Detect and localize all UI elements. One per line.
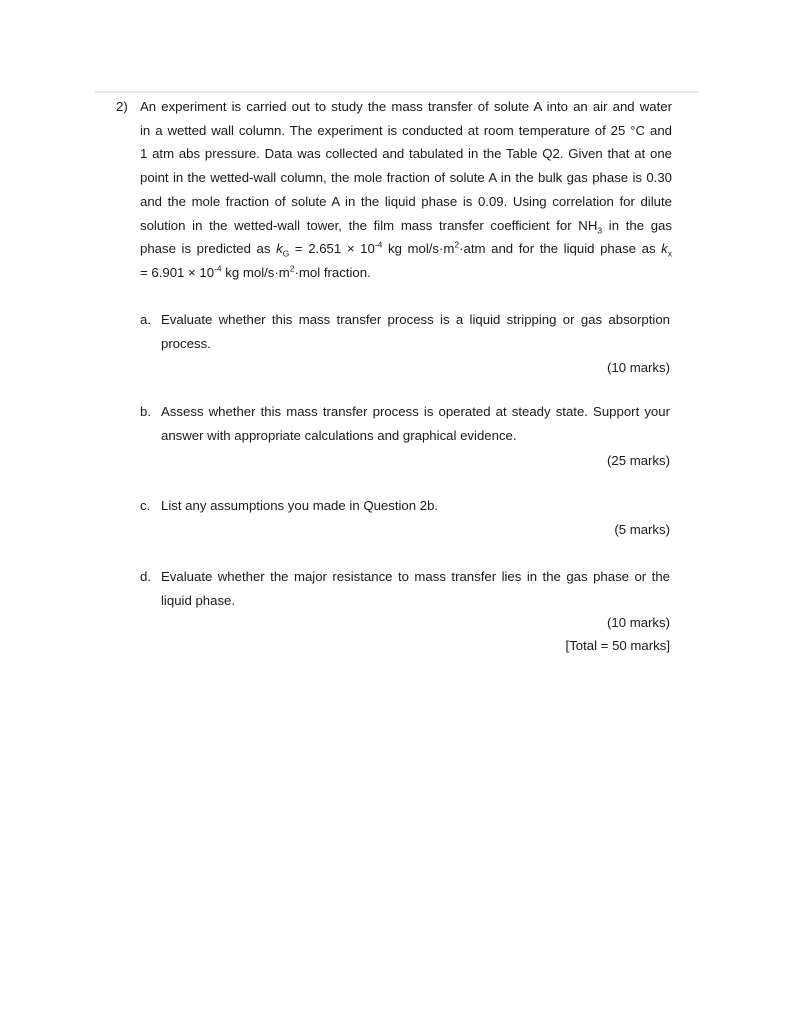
part-text — [161, 308, 670, 355]
part-text — [161, 400, 670, 447]
part-line: Evaluate whether the major resistance to mass transfer lies in the gas phase or the — [161, 569, 670, 584]
stem-text: solution in the wetted-wall tower, the film mass transfer coefficient for NH — [140, 217, 598, 233]
marks: (10 marks) — [606, 360, 670, 375]
top-divider — [95, 91, 698, 93]
total-marks: [Total = 50 marks] — [565, 638, 670, 653]
part-letter: b. — [140, 404, 151, 419]
stem-text: ·atm and for the liquid phase as — [459, 241, 662, 257]
stem-line: in a wetted wall column. The experiment is conducted at room temperature of 25 °C and — [140, 122, 672, 138]
stem-line-kg — [140, 237, 672, 261]
stem-text: ·mol fraction. — [294, 264, 371, 280]
stem-text: phase is predicted as — [140, 241, 277, 257]
stem-text: in the gas — [602, 217, 672, 233]
part-line: liquid phase. — [161, 592, 236, 608]
part-text — [161, 565, 670, 612]
k-symbol: k — [661, 241, 668, 257]
question-stem — [140, 95, 672, 285]
part-letter: d. — [140, 569, 151, 584]
exponent: -4 — [374, 239, 383, 250]
part-line: List any assumptions you made in Question 2b. — [161, 498, 439, 513]
subscript: x — [667, 248, 672, 259]
stem-text: kg mol/s·m — [221, 264, 290, 280]
stem-line: 1 atm abs pressure. Data was collected and tabulated in the Table Q2. Given that at one — [140, 146, 672, 162]
stem-line-kx — [140, 261, 672, 285]
stem-line: point in the wetted-wall column, the mole fraction of solute A in the bulk gas phase is 0.30 — [140, 170, 672, 186]
part-line: process. — [161, 335, 211, 351]
part-text — [161, 494, 670, 518]
stem-text: = 2.651 × 10 — [289, 241, 375, 257]
stem-line: and the mole fraction of solute A in the liquid phase is 0.09. Using correlation for dilute — [140, 193, 672, 209]
exponent: 2 — [454, 239, 460, 250]
k-symbol: k — [276, 241, 283, 257]
part-line: answer with appropriate calculations and graphical evidence. — [161, 427, 517, 443]
question-number: 2) — [116, 99, 128, 114]
marks: (25 marks) — [606, 453, 670, 468]
marks: (10 marks) — [606, 615, 670, 630]
exponent: 2 — [289, 263, 295, 274]
part-line: Evaluate whether this mass transfer process is a liquid stripping or gas absorption — [161, 312, 670, 327]
marks: (5 marks) — [614, 522, 670, 537]
part-line: Assess whether this mass transfer process is operated at steady state. Support your — [161, 404, 670, 419]
exponent: -4 — [214, 263, 222, 274]
stem-line-nh3 — [140, 214, 672, 238]
part-letter: a. — [140, 312, 151, 327]
stem-text: kg mol/s·m — [382, 241, 455, 257]
stem-text: = 6.901 × 10 — [140, 264, 215, 280]
stem-line: An experiment is carried out to study the mass transfer of solute A into an air and water — [140, 99, 672, 114]
subscript: 3 — [597, 225, 603, 236]
subscript: G — [282, 248, 290, 259]
part-letter: c. — [140, 498, 151, 513]
